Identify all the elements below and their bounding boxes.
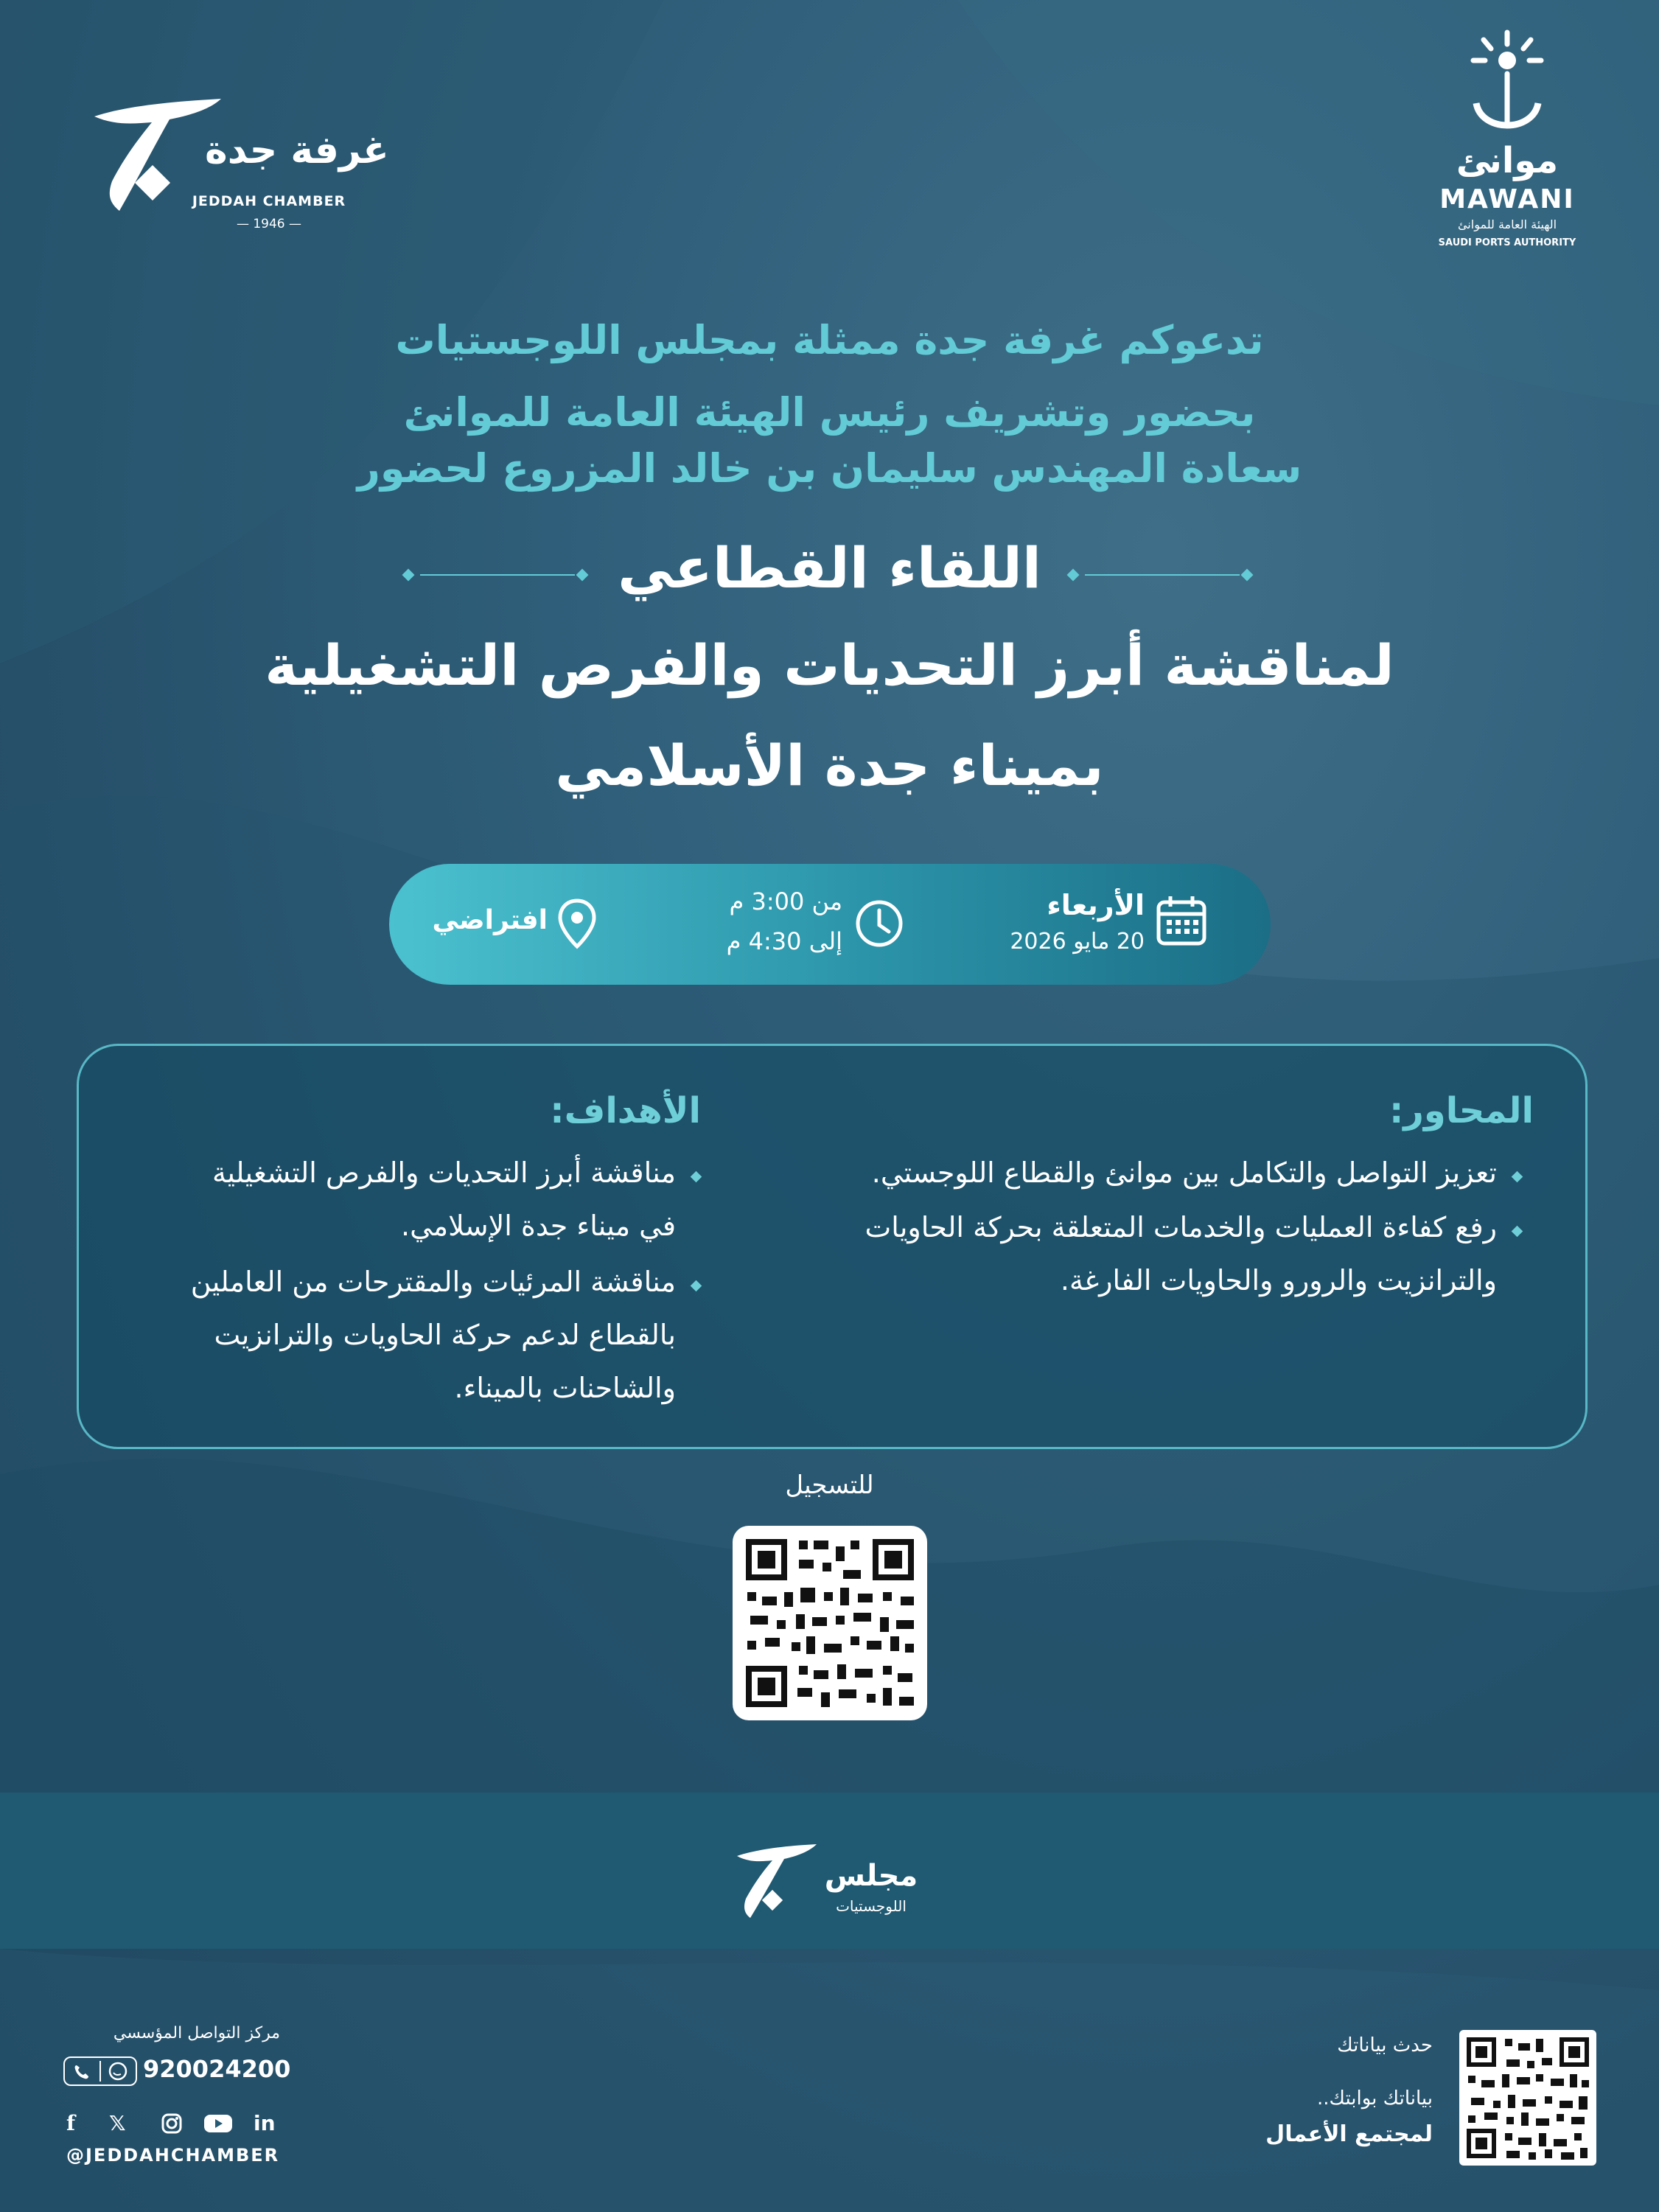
goals-line-3: مناقشة المرئيات والمقترحات من العاملين [190,1266,676,1298]
axes-bullet-1 [1512,1171,1523,1183]
qr-pattern [733,1526,927,1720]
phone-number[interactable]: 920024200 [143,2055,291,2083]
event-title-line-1: اللقاء القطاعي [618,535,1041,601]
logistics-council-band [0,1793,1659,1949]
goals-bullet-1 [691,1171,702,1183]
mawani-arabic: موانئ [1456,140,1559,181]
axes-line-2: رفع كفاءة العمليات والخدمات المتعلقة بحركة الحاويات [865,1211,1497,1243]
mawani-english: MAWANI [1439,184,1575,214]
invitation-line-2: بحضور وتشريف رئيس الهيئة العامة للموانئ [403,389,1256,436]
goals-line-5: والشاحنات بالميناء. [454,1372,676,1404]
update-data-line-2: بياناتك بوابتك.. [1317,2087,1433,2110]
youtube-icon[interactable] [203,2112,233,2135]
event-time-to: إلى 4:30 م [726,927,842,955]
update-data-line-1: حدث بياناتك [1337,2034,1433,2056]
jeddah-chamber-year-line: — 1946 — [236,217,302,231]
location-pin-icon [557,898,597,951]
axes-bullet-2 [1512,1226,1523,1238]
event-title-line-3: بميناء جدة الأسلامي [555,733,1104,798]
clock-icon [853,898,905,949]
logistics-council-logo-mark [730,1827,818,1922]
registration-qr-code[interactable] [733,1526,927,1720]
jeddah-chamber-english: JEDDAH CHAMBER [192,193,346,209]
event-date: 20 مايو 2026 [1010,929,1145,955]
jeddah-chamber-year: 1946 [253,217,285,231]
axes-goals-panel [77,1044,1588,1449]
goals-line-4: بالقطاع لدعم حركة الحاويات والترانزيت [214,1319,676,1351]
jeddah-chamber-arabic: غرفة جدة [205,128,389,172]
qr-pattern-small [1459,2030,1596,2166]
contact-icons-box [63,2056,137,2086]
social-handle[interactable]: @JEDDAHCHAMBER [66,2145,280,2166]
anchor-icon [1463,29,1551,140]
phone-whatsapp-icons [65,2058,136,2084]
goals-bullet-2 [691,1280,702,1292]
event-title-line-2: لمناقشة أبرز التحديات والفرص التشغيلية [265,632,1394,698]
mawani-logo [1422,29,1592,258]
invitation-line-1: تدعوكم غرفة جدة ممثلة بمجلس اللوجستيات [395,317,1264,363]
mawani-arabic-sub: الهيئة العامة للموانئ [1457,217,1557,231]
goals-line-2: في ميناء جدة الإسلامي. [400,1210,676,1242]
goals-heading: الأهداف: [550,1090,701,1131]
logistics-council-line-1: مجلس [824,1859,918,1893]
event-day: الأربعاء [1047,889,1145,921]
calendar-icon [1156,895,1207,948]
contact-center-label: مركز التواصل المؤسسي [113,2024,280,2042]
event-location: افتراضي [432,905,548,935]
event-time-from: من 3:00 م [729,887,842,915]
axes-line-3: والترانزيت والرورو والحاويات الفارغة. [1060,1264,1497,1297]
axes-heading: المحاور: [1389,1090,1534,1131]
mawani-english-sub: SAUDI PORTS AUTHORITY [1438,237,1576,248]
facebook-icon[interactable]: f [66,2111,76,2135]
logistics-council-logo [730,1827,936,1922]
linkedin-icon[interactable]: in [254,2111,276,2135]
goals-line-1: مناقشة أبرز التحديات والفرص التشغيلية [212,1156,676,1189]
registration-label: للتسجيل [785,1470,874,1500]
invitation-line-3: سعادة المهندس سليمان بن خالد المزروع لحضور [357,445,1302,492]
update-data-qr-code[interactable] [1459,2030,1596,2166]
update-data-line-3: لمجتمع الأعمال [1265,2121,1433,2147]
social-icons-row [66,2111,287,2138]
jeddah-chamber-logo [81,71,389,248]
x-icon[interactable]: 𝕏 [109,2111,126,2135]
logistics-council-line-2: اللوجستيات [836,1897,907,1915]
axes-line-1: تعزيز التواصل والتكامل بين موانئ والقطاع اللوجستي. [871,1156,1497,1189]
event-info-bar [389,864,1271,985]
instagram-icon[interactable] [161,2112,183,2135]
